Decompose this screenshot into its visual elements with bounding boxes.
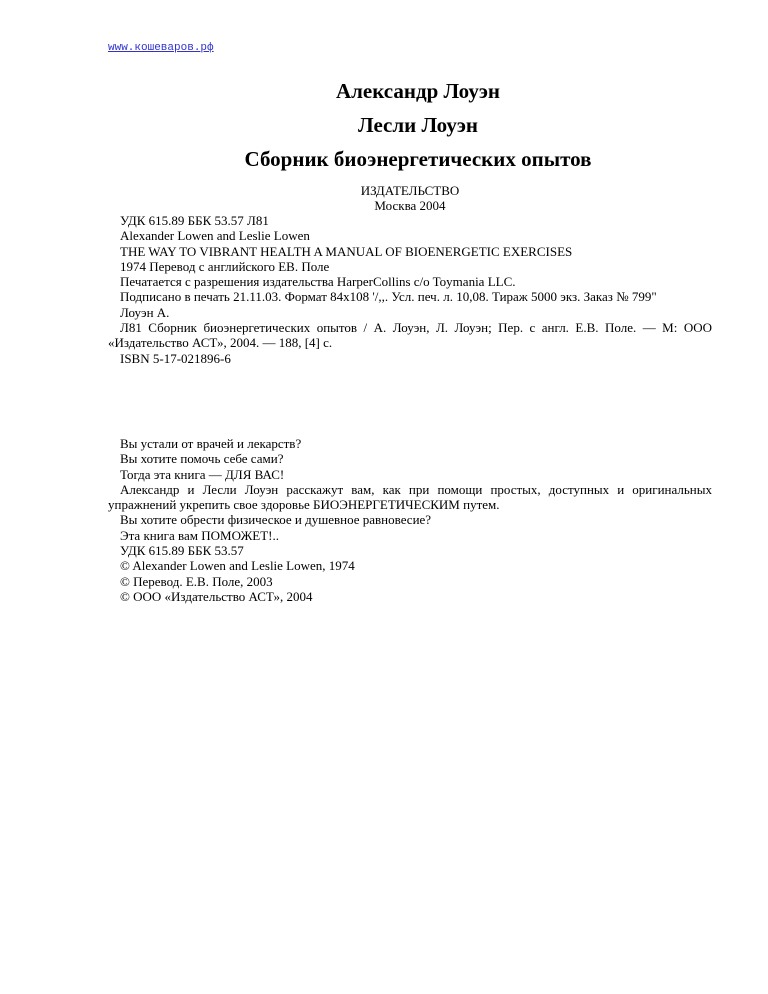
publisher-block [0,183,768,213]
original-title-line: THE WAY TO VIBRANT HEALTH A MANUAL OF BIOENERGETIC EXERCISES [120,243,573,259]
classification-line: УДК 615.89 ББК 53.57 Л81 [120,213,269,228]
catalog-entry-paragraph: Л81 Сборник биоэнергетических опытов / А. Лоуэн, Л. Лоуэн; Пер. с англ. Е.В. Поле. — М: ООО «Издательство АСТ», 2004. — 188, [4] с. [108,320,712,351]
site-link[interactable]: www.кошеваров.рф [108,42,214,54]
print-details-line: Подписано в печать 21.11.03. Формат 84x108 '/,,. Усл. печ. л. 10,08. Тираж 5000 экз. Заказ № 799" [120,289,657,305]
annotation-paragraph: Александр и Лесли Лоуэн расскажут вам, как при помощи простых, доступных и оригинальных упражнений укрепить свое здоровье БИОЭНЕРГЕТИЧЕСКИМ путем. [108,481,712,513]
publisher-name: ИЗДАТЕЛЬСТВО [360,183,460,198]
isbn-line: ISBN 5-17-021896-6 [120,350,231,366]
annotation-line: Вы хотите обрести физическое и душевное равновесие? [120,512,432,528]
copyright-line: © ООО «Издательство АСТ», 2004 [120,588,313,604]
copyright-line: © Перевод. Е.В. Поле, 2003 [120,573,273,589]
classification-line: УДК 615.89 ББК 53.57 [120,543,244,559]
book-title: Сборник биоэнергетических опытов [244,147,592,171]
translation-line: 1974 Перевод с английского ЕВ. Поле [120,258,330,274]
catalog-author-line: Лоуэн А. [120,304,170,320]
copyright-line: © Alexander Lowen and Leslie Lowen, 1974 [120,558,355,574]
author-name-2: Лесли Лоуэн [357,113,479,137]
publisher-city-year: Москва 2004 [374,198,446,213]
permission-line: Печатается с разрешения издательства HarperCollins c/o Toymania LLC. [120,274,516,290]
annotation-line: Эта книга вам ПОМОЖЕТ!.. [120,527,279,543]
original-authors-line: Alexander Lowen and Leslie Lowen [120,228,310,244]
annotation-line: Тогда эта книга — ДЛЯ ВАС! [120,466,285,482]
author-name-1: Александр Лоуэн [335,79,501,103]
bibliographic-info [108,213,712,366]
annotation [108,436,712,604]
annotation-line: Вы хотите помочь себе сами? [120,451,284,467]
annotation-line: Вы устали от врачей и лекарств? [120,436,302,451]
